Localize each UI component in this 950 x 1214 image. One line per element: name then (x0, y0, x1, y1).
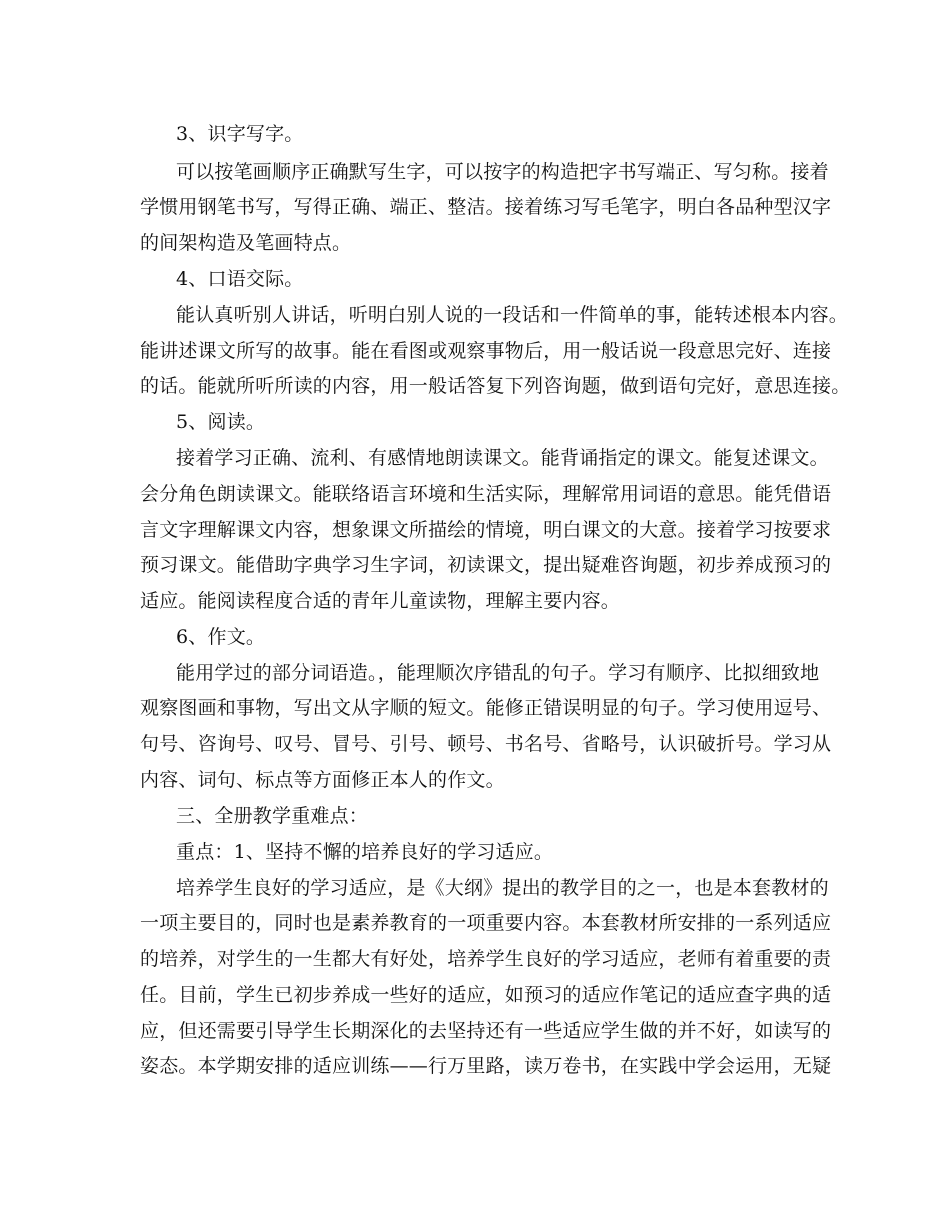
paragraph-line: 会分角色朗读课文。能联络语言环境和生活实际，理解常用词语的意思。能凭借语 (140, 483, 832, 505)
paragraph-line: 任。目前，学生已初步养成一些好的适应，如预习的适应作笔记的适应查字典的适 (140, 984, 832, 1006)
paragraph-line: 能用学过的部分词语造。，能理顺次序错乱的句子。学习有顺序、比拟细致地 (176, 662, 820, 684)
paragraph-line: 适应。能阅读程度合适的青年儿童读物，理解主要内容。 (140, 590, 621, 612)
paragraph-line: 观察图画和事物，写出文从字顺的短文。能修正错误明显的句子。学习使用逗号、 (140, 697, 832, 719)
paragraph-line: 可以按笔画顺序正确默写生字，可以按字的构造把字书写端正、写匀称。接着 (176, 161, 829, 183)
heading-composition: 6、作文。 (176, 626, 266, 648)
paragraph-line: 姿态。本学期安排的适应训练——行万里路，读万卷书，在实践中学会运用，无疑 (140, 1055, 832, 1077)
paragraph-line: 应，但还需要引导学生长期深化的去坚持还有一些适应学生做的并不好，如读写的 (140, 1020, 832, 1042)
paragraph-line: 的话。能就所听所读的内容，用一般话答复下列咨询题，做到语句完好，意思连接。 (140, 375, 851, 397)
paragraph-line: 学惯用钢笔书写，写得正确、端正、整洁。接着练习写毛笔字，明白各品种型汉字 (140, 196, 832, 218)
heading-reading: 5、阅读。 (176, 411, 266, 433)
paragraph-line: 能讲述课文所写的故事。能在看图或观察事物后，用一般话说一段意思完好、连接 (140, 340, 832, 362)
paragraph-line: 接着学习正确、流利、有感情地朗读课文。能背诵指定的课文。能复述课文。 (176, 447, 829, 469)
heading-oral-communication: 4、口语交际。 (176, 268, 304, 290)
paragraph-line: 言文字理解课文内容，想象课文所描绘的情境，明白课文的大意。接着学习按要求 (140, 519, 832, 541)
paragraph-line: 内容、词句、标点等方面修正本人的作文。 (140, 769, 505, 791)
paragraph-line: 句号、咨询号、叹号、冒号、引号、顿号、书名号、省略号，认识破折号。学习从 (140, 733, 832, 755)
paragraph-line: 预习课文。能借助字典学习生字词，初读课文，提出疑难咨询题，初步养成预习的 (140, 554, 832, 576)
heading-key-difficult-points: 三、全册教学重难点： (176, 805, 369, 827)
paragraph-line: 培养学生良好的学习适应，是《大纲》提出的教学目的之一，也是本套教材的 (176, 877, 829, 899)
key-point-line: 重点：1、坚持不懈的培养良好的学习适应。 (176, 841, 554, 863)
paragraph-line: 一项主要目的，同时也是素养教育的一项重要内容。本套教材所安排的一系列适应 (140, 912, 832, 934)
paragraph-line: 的培养，对学生的一生都大有好处，培养学生良好的学习适应，老师有着重要的责 (140, 948, 832, 970)
heading-literacy-writing: 3、识字写字。 (176, 123, 304, 145)
paragraph-line: 的间架构造及笔画特点。 (140, 232, 352, 254)
paragraph-line: 能认真听别人讲话，听明白别人说的一段话和一件简单的事，能转述根本内容。 (176, 304, 849, 326)
